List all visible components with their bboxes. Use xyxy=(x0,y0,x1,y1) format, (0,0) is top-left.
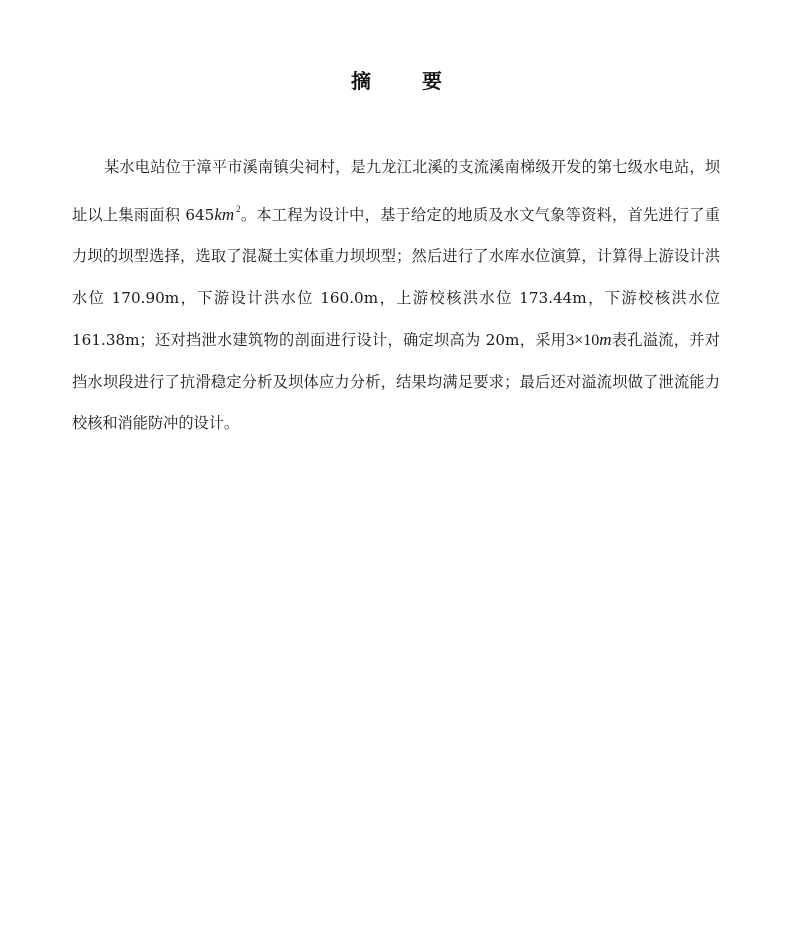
paragraph-text-part2: 。本工程为设计中，基于给定的地质及水文气象等资料，首先进行了重力坝的坝型选择，选取了混凝土实体重力坝坝型；然后进行了水库水位演算，计算得上游设计洪水位 170.90m，下游设计洪水位 160.0m，上游校核洪水位 173.44m，下游校核洪水位 161.38m；还对挡泄水建筑物的剖面进行设计，确定坝高为 20m，采用 xyxy=(72,205,720,349)
spillway-dimension: 3×10 xyxy=(566,332,600,349)
area-unit-base: km xyxy=(214,204,235,224)
paragraph-text-part1: 某水电站位于漳平市溪南镇尖祠村，是九龙江北溪的支流溪南梯级开发的第七级水电站，坝址以上集雨面积 645 xyxy=(72,158,720,224)
area-unit-exponent: 2 xyxy=(236,203,241,214)
spillway-unit: m xyxy=(599,330,612,349)
abstract-title: 摘 要 xyxy=(351,69,464,93)
abstract-paragraph xyxy=(72,147,720,445)
area-unit xyxy=(214,205,240,224)
paragraph-text-part3: 表孔溢流，并对挡水坝段进行了抗滑稳定分析及坝体应力分析，结果均满足要求；最后还对溢流坝做了泄流能力校核和消能防冲的设计。 xyxy=(72,331,720,432)
